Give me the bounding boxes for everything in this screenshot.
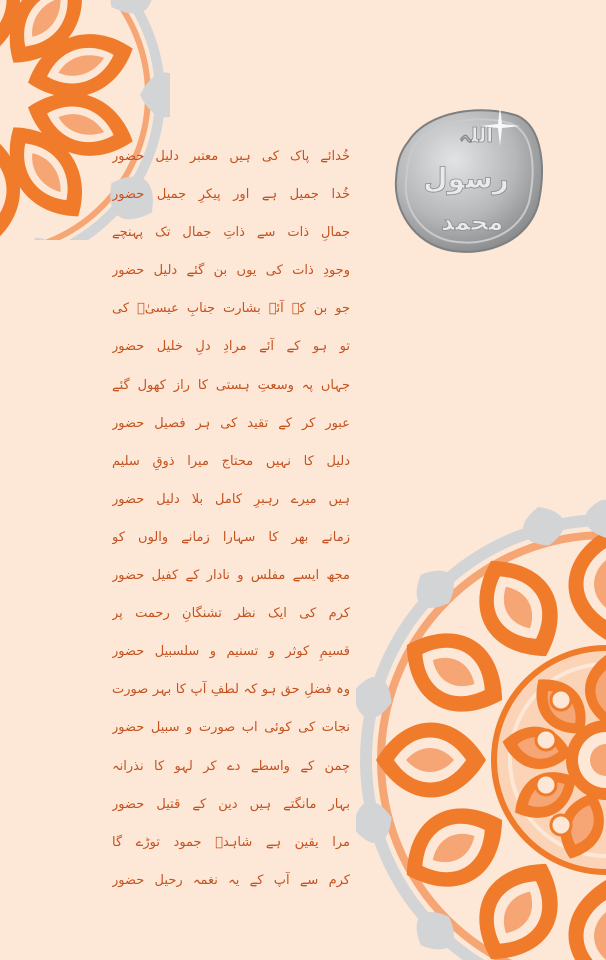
poem-line: ہیں میرے رہبرِ کامل بلا دلیل حضور xyxy=(112,491,350,507)
poem-verses xyxy=(112,138,350,900)
seal-line3: محمد xyxy=(440,208,504,236)
poem-line: مجھ ایسے مفلس و نادار کے کفیل حضور xyxy=(112,568,350,584)
poem-line: دلیل کا نہیں محتاج میرا ذوقِ سلیم xyxy=(112,453,350,469)
seal-line1: اللہ xyxy=(458,123,494,147)
seal-line2: رسول xyxy=(423,162,509,195)
poem-line: خُدا جمیل ہے اور پیکرِ جمیل حضور xyxy=(112,187,350,203)
poem-line: کرم سے آپ کے یہ نغمہ رحیل حضور xyxy=(112,872,350,888)
poem-line: چمن کے واسطے دے کر لہو کا نذرانہ xyxy=(112,758,350,774)
poem-line: جہاں پہ وسعتِ ہستی کا راز کھول گئے xyxy=(112,377,350,393)
poem-line: جمالِ ذات سے ذاتِ جمال تک پہنچے xyxy=(112,225,350,241)
poem-line: عبور کر کے تقید کی ہر فصیل حضور xyxy=(112,415,350,431)
poem-line: زمانے بھر کا سہارا زمانے والوں کو xyxy=(112,529,350,545)
calligraphy-seal-coin xyxy=(388,100,548,260)
poem-line: تو ہو کے آئے مرادِ دلِ خلیل حضور xyxy=(112,339,350,355)
poem-line: کرم کی ایک نظر تشنگانِ رحمت پر xyxy=(112,606,350,622)
mandala-ornament-bottom-right xyxy=(356,500,606,960)
poem-line: جو بن کے آئے بشارت جنابِ عیسیٰؑ کی xyxy=(112,301,350,317)
poem-line: نجات کی کوئی اب صورت و سبیل حضور xyxy=(112,720,350,736)
poem-line: وہ فضلِ حق ہو کہ لطفِ آپ کا بہر صورت xyxy=(112,682,350,698)
poem-line: قسیمِ کوثر و تسنیم و سلسبیل حضور xyxy=(112,644,350,660)
poem-line: خُدائے پاک کی ہیں معتبر دلیل حضور xyxy=(112,149,350,164)
poem-line: وجودِ ذات کی یوں بن گئے دلیل حضور xyxy=(112,263,350,279)
poem-line: مرا یقین ہے شاہدؔ جمود توڑے گا xyxy=(112,834,350,850)
poem-line: بہار مانگتے ہیں دین کے قتیل حضور xyxy=(112,796,350,812)
